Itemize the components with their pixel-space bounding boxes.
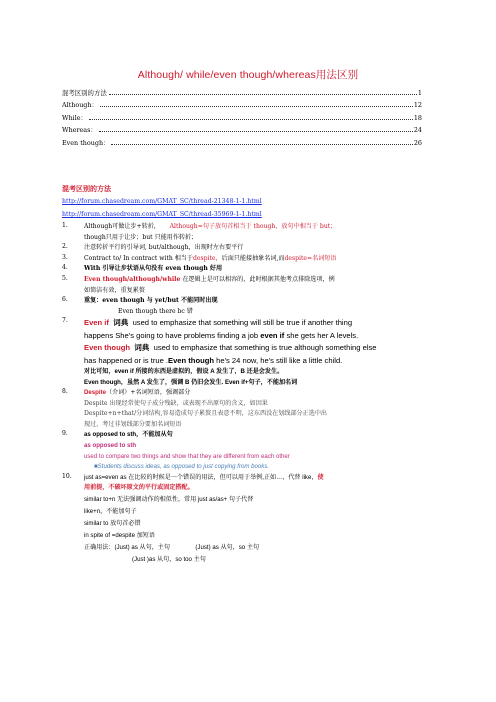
item-text: Contract to/ In contract with 相当于 [84, 254, 193, 262]
item-number: 3. [62, 253, 68, 261]
item-text: has happened or is true . [84, 355, 169, 365]
item-text: Despite+n+that/分词结构,容易造成句子累赘且表意不明，这东西没在划线部分正选中出 [84, 410, 328, 418]
item-text: 正确用法：(Just) as 从句，主句 [84, 544, 170, 552]
list-item [62, 275, 448, 296]
item-text: 词典 [113, 318, 129, 328]
item-text: though只用于让步；but 只能用作转折； [84, 233, 198, 241]
item-text: 注意转折平行的引导词, but/although，出现时左右要平行 [84, 244, 244, 252]
item-text-highlight: despite=名词短语 [284, 254, 337, 262]
toc-entry-page: 12 [413, 101, 422, 110]
item-text: Even though there bc 错 [118, 307, 193, 315]
item-text: he's 24 now, he's still like a little child. [216, 355, 343, 365]
item-number: 9. [62, 430, 68, 438]
item-number: 6. [62, 296, 68, 304]
toc-entry[interactable] [62, 84, 422, 97]
item-text-highlight: 使 [317, 473, 324, 481]
item-number: 5. [62, 274, 68, 282]
section-heading: 混考区别的方法 [62, 185, 111, 193]
item-text: in spite of =despite 加短语 [84, 532, 155, 540]
item-text: 在逻辑上是可以相容的，此时根据其他考点排除选项，例 [182, 275, 335, 283]
notes-list [62, 222, 448, 566]
item-text: used to emphasize that something is true although something else [153, 343, 377, 353]
item-text: even if [260, 330, 285, 340]
item-text: similar to+n 无法强调动作的相似性，常用 just as/as+ 句子代替 [84, 496, 254, 504]
toc-leader-dots [109, 94, 417, 95]
item-text-highlight: as opposed to sth [84, 442, 137, 450]
item-number: 7. [62, 317, 68, 325]
item-number: 1. [62, 222, 68, 229]
item-text: 如简洁有效，重复累赘 [84, 286, 145, 294]
toc-entry[interactable] [62, 109, 422, 122]
forum-link[interactable]: http://forum.chasedream.com/GMAT_SC/thread-21348-1-1.html [62, 198, 262, 205]
item-text: 词典 [134, 343, 150, 353]
item-text: Even though [168, 355, 214, 365]
notes-continuation [62, 494, 448, 566]
table-of-contents [62, 84, 422, 147]
reference-links [62, 196, 262, 222]
toc-leader-dots [99, 131, 413, 132]
item-text: similar to 放句首必错 [84, 520, 141, 528]
item-text: just as=even as 在比较的时候是一个错误的用法，但可以用于举例,正如…，代替 like， [84, 473, 318, 481]
list-item [62, 243, 448, 254]
item-text-highlight: Despite [84, 389, 107, 397]
item-text-highlight: Even though/although/while [84, 275, 181, 283]
toc-leader-dots [100, 106, 413, 107]
list-item [62, 264, 448, 275]
item-text-highlight: used to compare two things and show that they are different from each other [84, 452, 290, 460]
item-text-highlight: Although=句子放句首相当于 though，放句中相当于 but； [169, 223, 337, 230]
item-text-highlight: despite， [192, 254, 222, 262]
toc-leader-dots [111, 144, 412, 145]
item-text: (Just )as 从句，so too 主句 [132, 556, 206, 564]
toc-entry-page: 26 [413, 138, 422, 147]
toc-entry-label: Although： [62, 101, 98, 110]
item-text: 后面只能接抽象名词,而 [221, 254, 285, 262]
item-text-highlight: Even though [84, 343, 130, 353]
forum-link[interactable]: http://forum.chasedream.com/GMAT_SC/thread-35969-1-1.html [62, 210, 262, 218]
item-number: 8. [62, 388, 68, 396]
item-text: 现过，考过非划线部分要加名词短语 [84, 420, 182, 428]
item-text: 重复：even though 与 yet/but 不能同时出现 [84, 297, 218, 305]
list-item [62, 473, 448, 494]
item-number: 2. [62, 243, 68, 251]
item-text: Even though，虽然 A 发生了，强调 B 仍旧会发生. Even if+句子，不能加名词 [84, 378, 298, 386]
toc-entry-page: 24 [413, 126, 422, 135]
item-text: used to emphasize that something will still be true if another thing [132, 318, 353, 328]
item-text-highlight: Even if [84, 318, 109, 328]
list-item [62, 222, 448, 243]
toc-entry-label: While： [62, 113, 87, 122]
toc-entry-label: Whereas： [62, 126, 97, 135]
item-text: (Just) as 从句，so 主句 [195, 544, 260, 552]
example-sentence: ■Students discuss ideas, as opposed to just copying from books. [94, 463, 270, 471]
list-item [62, 296, 448, 317]
list-item [62, 317, 448, 388]
item-text: she gets her A levels. [286, 330, 359, 340]
list-item [62, 430, 448, 472]
toc-entry-page: 18 [413, 113, 422, 122]
item-text: like+n，不能加句子 [84, 508, 137, 516]
item-text: Although可做让步+转折， [84, 223, 160, 230]
item-text: Despite 出现经常使句子成分残缺，或表现不出原句的含义，如因果 [84, 399, 268, 407]
toc-entry[interactable] [62, 134, 422, 147]
list-item [62, 388, 448, 430]
document-title: Although/ while/even though/whereas用法区别 [137, 69, 359, 81]
item-text: happens She's going to have problems finding a job [84, 330, 259, 340]
item-text-highlight: 用前提，不破坏原文的平行或固定搭配。 [84, 484, 194, 492]
toc-entry[interactable] [62, 122, 422, 135]
toc-entry-label: 混考区别的方法 [62, 88, 107, 97]
item-number: 10. [62, 472, 72, 480]
item-text: （介词）+名词短语，强调部分 [106, 389, 191, 397]
item-number: 4. [62, 264, 68, 272]
item-text: With 引导让步状语从句没有 even though 好用 [84, 265, 223, 273]
toc-entry-page: 1 [417, 88, 422, 97]
toc-leader-dots [89, 119, 413, 120]
list-item [62, 254, 448, 265]
item-text: as opposed to sth，不能加从句 [84, 431, 173, 439]
toc-entry[interactable] [62, 97, 422, 110]
toc-entry-label: Even though： [62, 138, 110, 147]
item-text: 对比可知，even if 所接的东西是虚拟的，假设 A 发生了，B 还是会发生。 [84, 367, 284, 375]
